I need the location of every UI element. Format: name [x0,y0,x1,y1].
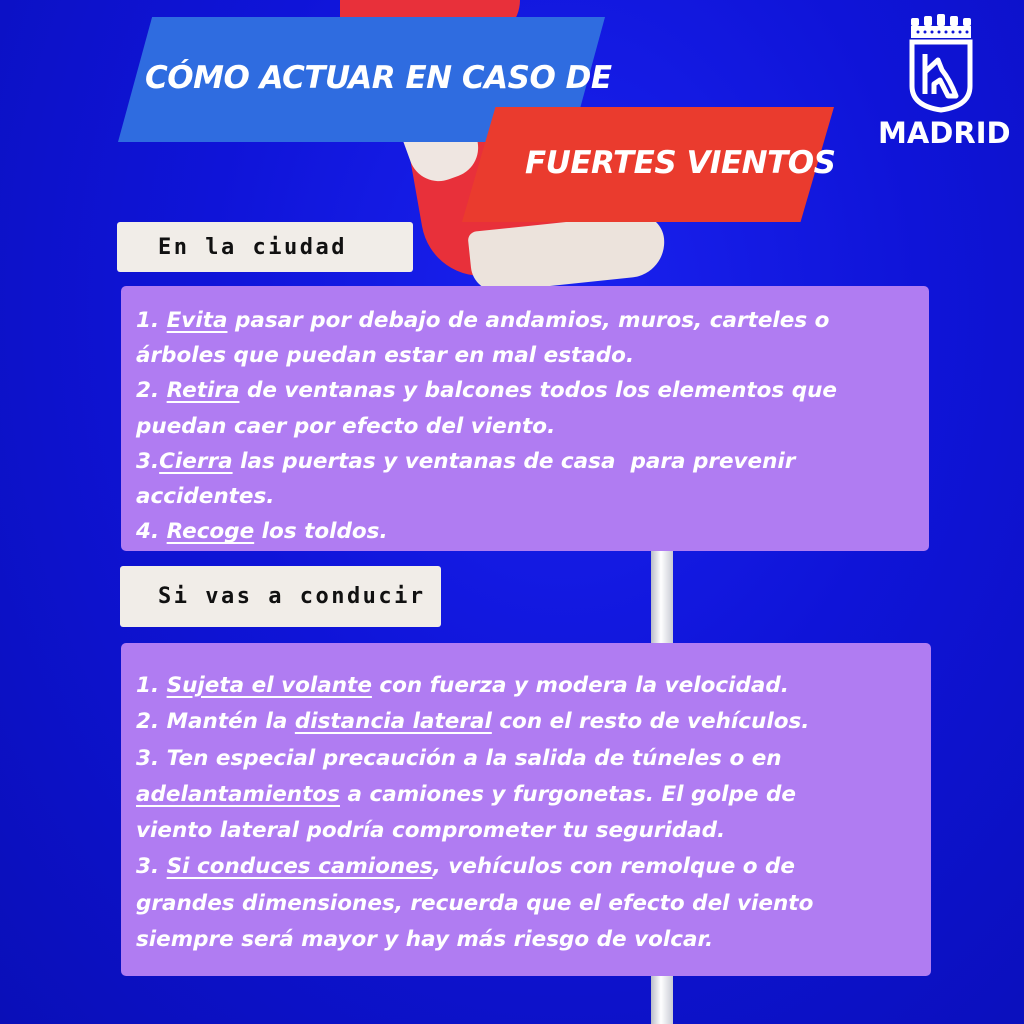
list-item-continued: adelantamientos a camiones y furgonetas. El golpe de [136,781,796,807]
section-label-city: En la ciudad [117,222,413,272]
emphasis-text: distancia lateral [294,709,492,735]
list-item: 2. Mantén la distancia lateral con el resto de vehículos. [136,709,810,735]
list-item: 2. Retira de ventanas y balcones todos los elementos que [136,378,837,404]
list-item: 1. Evita pasar por debajo de andamios, muros, carteles o [136,308,830,333]
list-item: 3. Ten especial precaución a la salida de túneles o en [136,745,782,771]
emphasis-text: Retira [166,378,240,404]
emphasis-text: adelantamientos [136,781,340,807]
logo-wordmark: MADRID [878,116,1011,150]
list-item: 3.Cierra las puertas y ventanas de casa para prevenir [136,448,796,474]
emphasis-text: Evita [166,308,228,333]
section-label-driving: Si vas a conducir [120,566,441,627]
list-item: 4. Recoge los toldos. [136,519,388,545]
list-item-continued: accidentes. [136,484,275,510]
list-item-continued: árboles que puedan estar en mal estado. [136,343,635,369]
city-tips-panel [121,286,929,551]
list-item: 3. Si conduces camiones, vehículos con remolque o de [136,854,796,880]
emphasis-text: Sujeta el volante [166,673,372,698]
list-item-continued: viento lateral podría comprometer tu seguridad. [136,818,726,844]
emphasis-text: Recoge [166,519,255,545]
driving-tips-panel [121,643,931,976]
list-item-continued: puedan caer por efecto del viento. [136,413,556,439]
emphasis-text: Cierra [159,448,233,474]
list-item-continued: siempre será mayor y hay más riesgo de volcar. [136,927,714,953]
list-item: 1. Sujeta el volante con fuerza y modera la velocidad. [136,673,789,698]
title-line-1: CÓMO ACTUAR EN CASO DE [145,60,612,96]
emphasis-text: Si conduces camiones [166,854,433,880]
list-item-continued: grandes dimensiones, recuerda que el efecto del viento [136,890,814,916]
title-line-2: FUERTES VIENTOS [525,145,836,181]
